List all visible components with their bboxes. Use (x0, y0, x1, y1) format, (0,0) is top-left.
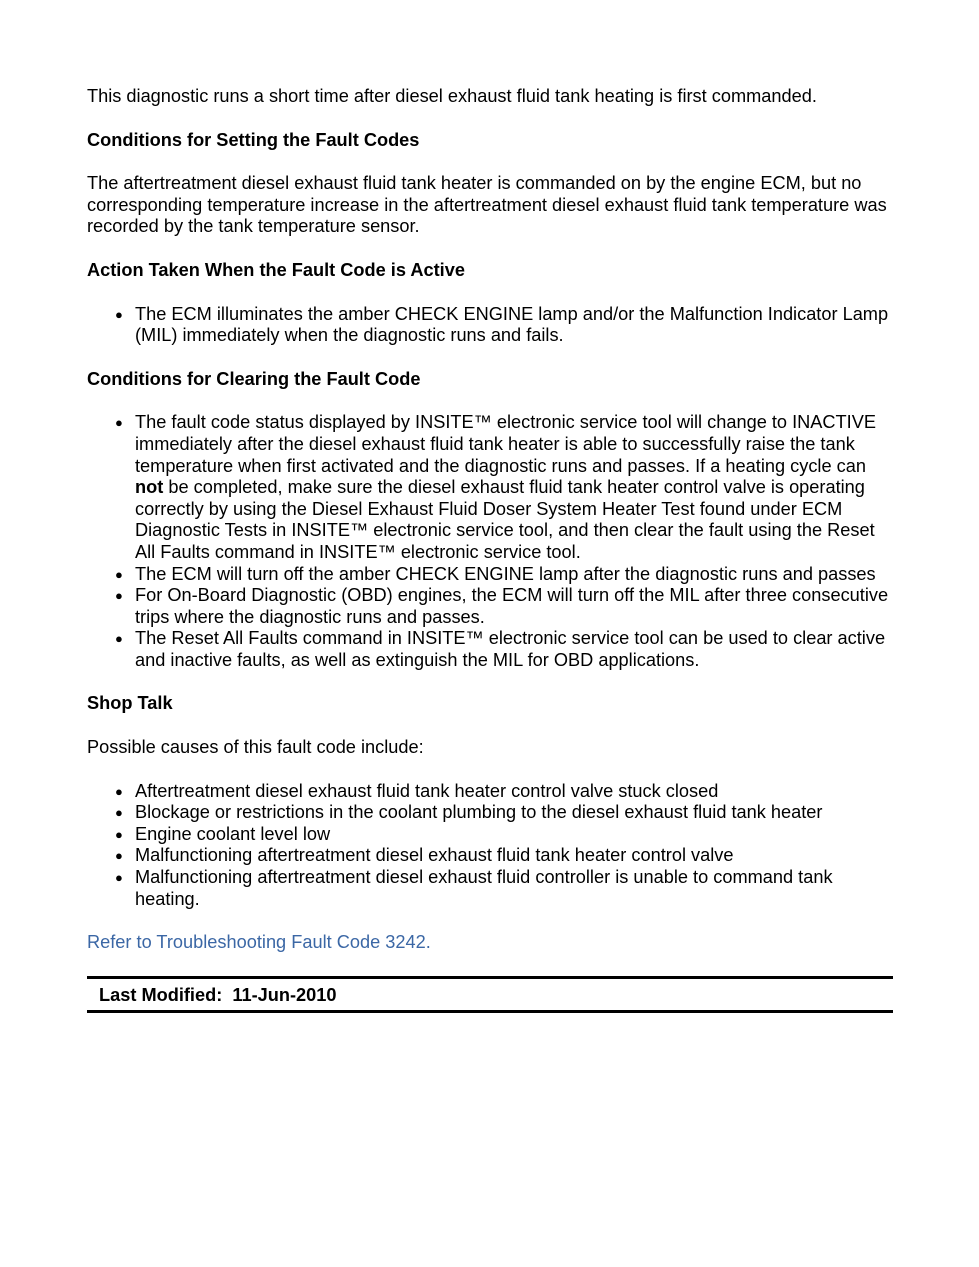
list-item-text: Malfunctioning aftertreatment diesel exhaust fluid tank heater control valve (135, 845, 734, 866)
list-item-text: The Reset All Faults command in INSITE™ electronic service tool can be used to clear active and inactive faults, as well as extinguish the MIL for OBD applications. (135, 628, 886, 670)
list-item (115, 412, 893, 563)
bullet-icon: ● (115, 870, 123, 886)
bullet-icon: ● (115, 306, 123, 322)
bullet-icon: ● (115, 826, 123, 842)
list-item-text: The ECM will turn off the amber CHECK ENGINE lamp after the diagnostic runs and passes (135, 563, 876, 584)
causes-list (87, 781, 893, 911)
bullet-icon: ● (115, 783, 123, 799)
bullet-icon: ● (115, 588, 123, 604)
list-item (115, 780, 893, 803)
setting-heading: Conditions for Setting the Fault Codes (87, 129, 420, 150)
list-item-text: Engine coolant level low (135, 823, 331, 844)
list-item-text: Aftertreatment diesel exhaust fluid tank heater control valve stuck closed (135, 780, 719, 801)
action-heading: Action Taken When the Fault Code is Active (87, 259, 465, 280)
document-page (87, 86, 893, 1013)
last-modified-date: 11-Jun-2010 (232, 984, 337, 1005)
list-item (115, 845, 893, 867)
list-item-text: Blockage or restrictions in the coolant plumbing to the diesel exhaust fluid tank heater (135, 802, 823, 823)
last-modified-label: Last Modified: (99, 984, 223, 1005)
bullet-icon: ● (115, 415, 123, 431)
list-item-text-part: The fault code status displayed by INSITE™ electronic service tool will change to INACTIVE immediately after the diesel exhaust fluid tank heater is able to successfully raise the tank temperature when first activated and the diagnostic runs and passes. If a heating cycle can (135, 412, 876, 476)
bullet-icon: ● (115, 566, 123, 582)
list-item (115, 563, 893, 586)
clearing-list (87, 412, 893, 671)
list-item (115, 585, 893, 628)
action-list (87, 304, 893, 347)
list-item-text: For On-Board Diagnostic (OBD) engines, the ECM will turn off the MIL after three consecutive trips where the diagnostic runs and passes. (135, 585, 889, 627)
emphasis-text: not (135, 477, 164, 498)
clearing-heading: Conditions for Clearing the Fault Code (87, 368, 421, 389)
bullet-icon: ● (115, 631, 123, 647)
shop-talk-heading: Shop Talk (87, 693, 173, 714)
last-modified-bar (87, 976, 893, 1014)
setting-text: The aftertreatment diesel exhaust fluid tank heater is commanded on by the engine ECM, but no corresponding temperature increase in the aftertreatment diesel exhaust fluid tank temperature was recorded by the tank temperature sensor. (87, 173, 887, 237)
list-item-text: Malfunctioning aftertreatment diesel exhaust fluid controller is unable to command tank heating. (135, 867, 833, 909)
list-item-text-part: be completed, make sure the diesel exhaust fluid tank heater control valve is operating correctly by using the Diesel Exhaust Fluid Doser System Heater Test found under ECM Diagnostic Tests in INSITE™ electronic service tool, and then clear the fault using the Reset All Faults command in INSITE™ electronic service tool. (135, 477, 875, 562)
list-item (115, 823, 893, 846)
list-item-text: The ECM illuminates the amber CHECK ENGINE lamp and/or the Malfunction Indicator Lamp (MIL) immediately when the diagnostic runs and fails. (135, 303, 889, 346)
troubleshooting-link[interactable]: Refer to Troubleshooting Fault Code 3242. (87, 932, 431, 953)
intro-text: This diagnostic runs a short time after diesel exhaust fluid tank heating is first commanded. (87, 86, 817, 106)
shop-talk-intro: Possible causes of this fault code include: (87, 737, 424, 758)
list-item (115, 867, 893, 910)
list-item (115, 802, 893, 824)
bullet-icon: ● (115, 805, 123, 821)
bullet-icon: ● (115, 848, 123, 864)
list-item (115, 628, 893, 671)
list-item (115, 303, 893, 347)
